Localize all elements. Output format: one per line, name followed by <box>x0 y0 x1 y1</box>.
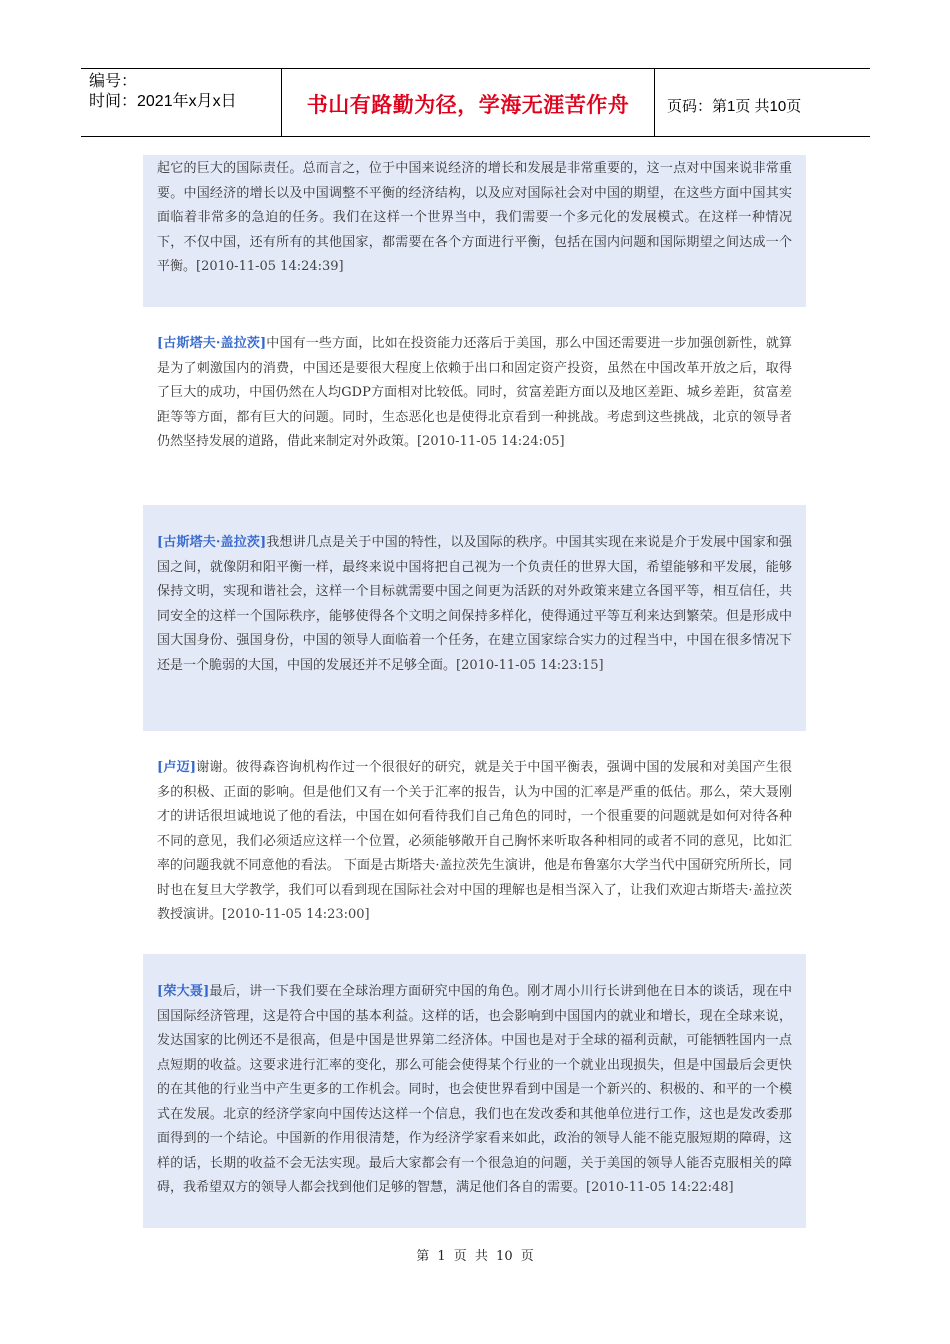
document-header <box>81 68 870 137</box>
comment-text: 中国有一些方面，比如在投资能力还落后于美国，那么中国还需要进一步加强创新性，就算是为了刺激国内的消费，中国还是要很大程度上依赖于出口和固定资产投资，虽然在中国改革开放之后，取得了巨大的成功，中国仍然在人均GDP方面相对比较低。同时，贫富差距方面以及地区差距、城乡差距，贫富差距等等方面，都有巨大的问题。同时，生态恶化也是使得北京看到一种挑战。考虑到这些挑战，北京的领导者仍然坚持发展的道路，借此来制定对外政策。 <box>157 336 792 449</box>
header-meta <box>89 72 279 112</box>
comment-text: 谢谢。彼得森咨询机构作过一个很很好的研究，就是关于中国平衡表，强调中国的发展和对美国产生很多的积极、正面的影响。但是他们又有一个关于汇率的报告，认为中国的汇率是严重的低估。那么，荣大聂刚才的讲话很坦诚地说了他的看法，中国在如何看待我们自己角色的同时，一个很重要的问题就是如何对待各种不同的意见，我们必须适应这样一个位置，必须能够敞开自己胸怀来听取各种相同的或者不同的意见，比如汇率的问题我就不同意他的看法。 下面是古斯塔夫·盖拉茨先生演讲，他是布鲁塞尔大学当代中国研究所所长，同时也在复旦大学教学，我们可以看到现在国际社会对中国的理解也是相当深入了，让我们欢迎古斯塔夫·盖拉茨教授演讲。 <box>157 760 792 922</box>
comment-speaker: [荣大聂] <box>157 984 210 999</box>
document-date-label: 时间：2021年x月x日 <box>89 93 237 110</box>
comment-timestamp: [2010-11-05 14:24:05] <box>417 434 565 449</box>
comment-timestamp: [2010-11-05 14:22:48] <box>586 1180 734 1195</box>
comment-speaker: [古斯塔夫·盖拉茨] <box>157 535 267 550</box>
document-number-label: 编号： <box>89 73 138 90</box>
comment-block <box>143 330 806 482</box>
comment-text: 起它的巨大的国际责任。总而言之，位于中国来说经济的增长和发展是非常重要的，这一点对中国来说非常重要。中国经济的增长以及中国调整不平衡的经济结构，以及应对国际社会对中国的期望，在这些方面中国其实面临着非常多的急迫的任务。我们在这样一个世界当中，我们需要一个多元化的发展模式。在这样一种情况下，不仅中国，还有所有的其他国家，都需要在各个方面进行平衡，包括在国内问题和国际期望之间达成一个平衡。 <box>157 161 792 274</box>
header-motto: 书山有路勤为径，学海无涯苦作舟 <box>306 93 630 117</box>
comment-timestamp: [2010-11-05 14:24:39] <box>196 259 344 274</box>
header-page-label: 页码：第1页 共10页 <box>667 98 802 115</box>
comment-timestamp: [2010-11-05 14:23:15] <box>456 657 604 673</box>
header-divider <box>654 69 655 136</box>
comment-text: 我想讲几点是关于中国的特性，以及国际的秩序。中国其实现在来说是介于发展中国家和强国之间，就像阴和阳平衡一样，最终来说中国将把自己视为一个负责任的世界大国，希望能够和平发展，能够保持文明，实现和谐社会，这样一个目标就需要中国之间更为活跃的对外政策来建立各国平等，相互信任，共同安全的这样一个国际秩序，能够使得各个文明之间保持多样化，使得通过平等互利来达到繁荣。但是形成中国大国身份、强国身份，中国的领导人面临着一个任务，在建立国家综合实力的过程当中，中国在很多情况下还是一个脆弱的大国，中国的发展还并不足够全面。 <box>157 535 792 673</box>
comment-block <box>143 954 806 1228</box>
comment-speaker: [卢迈] <box>157 760 197 775</box>
comment-text: 最后，讲一下我们要在全球治理方面研究中国的角色。刚才周小川行长讲到他在日本的谈话，现在中国国际经济管理，这是符合中国的基本利益。这样的话，也会影响到中国国内的就业和增长，现在全球来说，发达国家的比例还不是很高，但是中国是世界第二经济体。中国也是对于全球的福利贡献，可能牺牲国内一点点短期的收益。这要求进行汇率的变化，那么可能会使得某个行业的一个就业出现损失，但是中国最后会更快的在其他的行业当中产生更多的工作机会。同时，也会使世界看到中国是一个新兴的、积极的、和平的一个模式在发展。北京的经济学家向中国传达这样一个信息，我们也在发改委和其他单位进行工作，这也是发改委那面得到的一个结论。中国新的作用很清楚，作为经济学家看来如此，政治的领导人能不能克服短期的障碍，这样的话，长期的收益不会无法实现。最后大家都会有一个很急迫的问题，关于美国的领导人能否克服相关的障碍，我希望双方的领导人都会找到他们足够的智慧，满足他们各自的需要。 <box>157 984 792 1195</box>
comment-block <box>143 155 806 307</box>
comment-block <box>143 505 806 731</box>
comment-block <box>143 754 806 934</box>
page-footer: 第 1 页 共 10 页 <box>416 1249 534 1264</box>
comment-timestamp: [2010-11-05 14:23:00] <box>222 907 370 922</box>
comment-speaker: [古斯塔夫·盖拉茨] <box>157 336 267 351</box>
